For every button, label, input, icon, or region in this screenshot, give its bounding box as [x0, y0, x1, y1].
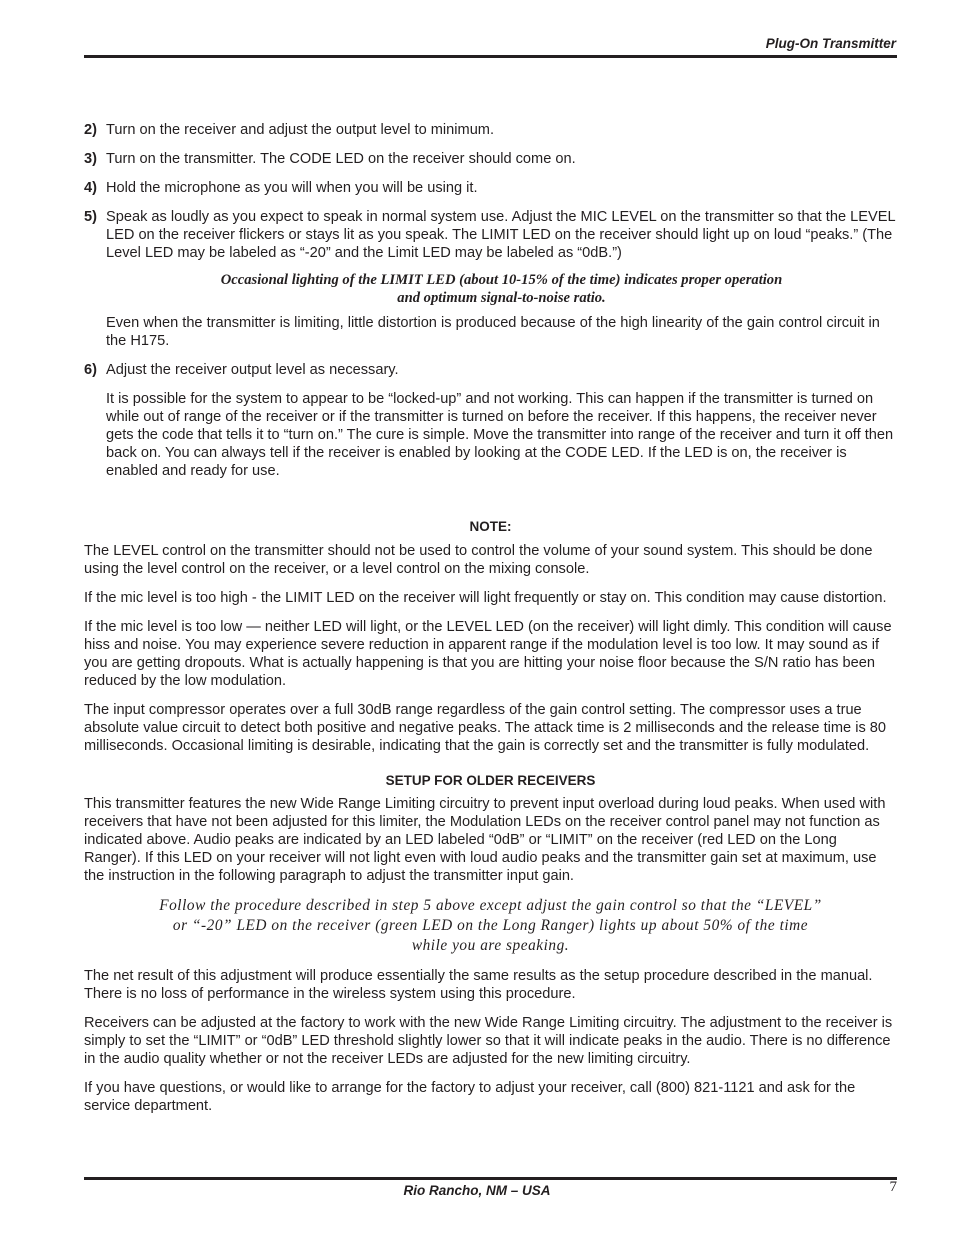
- note-paragraph: If the mic level is too low — neither LED will light, or the LEVEL LED (on the receiver) will light dimly. This condition will cause hiss and noise. You may experience severe reduction in apparent range if the modulation level is too low. It may sound as if you are getting dropouts. What is actually happening is that you are hitting your noise floor because the S/N ratio has been reduced by the low modulation.: [84, 619, 892, 689]
- setup-paragraph: The net result of this adjustment will produce essentially the same results as the setup procedure described in the manual. There is no loss of performance in the wireless system using this procedure.: [84, 968, 873, 1002]
- emphasis-line-1: Occasional lighting of the LIMIT LED (about 10-15% of the time) indicates proper operation: [220, 272, 783, 288]
- step-text: Turn on the transmitter. The CODE LED on the receiver should come on.: [106, 151, 576, 167]
- step-2: [84, 121, 897, 139]
- step-number: 5): [84, 209, 97, 225]
- header-title: Plug-On Transmitter: [765, 36, 896, 51]
- emphasis-line-2: and optimum signal-to-noise ratio.: [397, 290, 606, 306]
- note-paragraph: The input compressor operates over a full 30dB range regardless of the gain control setting. The compressor uses a true absolute value circuit to detect both positive and negative peaks. The attack time is 2 milliseconds and the release time is 80 milliseconds. Occasional limiting is desirable, indicating that the gain is correctly set and the transmitter is fully modulated.: [84, 702, 887, 754]
- note-heading: NOTE:: [469, 519, 512, 534]
- step-4: [84, 179, 897, 197]
- setup-paragraph: Receivers can be adjusted at the factory to work with the new Wide Range Limiting circuitry. The adjustment to the receiver is simply to set the “LIMIT” or “0dB” LED threshold slightly lower so that it will indicate peaks in the audio. There is no difference in the audio quality whether or not the receiver LEDs are adjusted for the new limiting circuitry.: [84, 1015, 893, 1067]
- step-text: Speak as loudly as you expect to speak in normal system use. Adjust the MIC LEVEL on the transmitter so that the LEVEL LED on the receiver flickers or stays lit as you speak. The LIMIT LED on the receiver should light up on loud “peaks.” (The Level LED may be labeled as “-20” and the Limit LED may be labeled as “0dB.”): [106, 209, 896, 261]
- step-6-followup: It is possible for the system to appear to be “locked-up” and not working. This can happen if the transmitter is turned on while out of range of the receiver or if the transmitter is turned on before the receiver. If this happens, the receiver never gets the code that tells it to “turn on.” The cure is simple. Move the transmitter into range of the receiver and turn it off then back on. You can always tell if the receiver is enabled by looking at the CODE LED. If the LED is on, the receiver is enabled and ready for use.: [106, 391, 894, 479]
- step-number: 4): [84, 180, 97, 196]
- step-number: 2): [84, 122, 97, 138]
- note-paragraph: The LEVEL control on the transmitter should not be used to control the volume of your sound system. This should be done using the level control on the receiver, or a level control on the mixing console.: [84, 543, 873, 577]
- footer-rule: [84, 1177, 897, 1180]
- note-paragraph: If the mic level is too high - the LIMIT LED on the receiver will light frequently or stay on. This condition may cause distortion.: [84, 590, 887, 606]
- step-text: Adjust the receiver output level as necessary.: [106, 362, 399, 378]
- step-number: 6): [84, 362, 97, 378]
- step-text: Turn on the receiver and adjust the output level to minimum.: [106, 122, 495, 138]
- step-text: Hold the microphone as you will when you will be using it.: [106, 180, 478, 196]
- emphasis-note: [84, 271, 897, 307]
- page-number: 7: [889, 1179, 897, 1195]
- setup-heading: SETUP FOR OLDER RECEIVERS: [385, 773, 596, 788]
- step-number: 3): [84, 151, 97, 167]
- step-5-followup: Even when the transmitter is limiting, little distortion is produced because of the high linearity of the gain control circuit in the H175.: [106, 315, 880, 349]
- setup-quote: Follow the procedure described in step 5 above except adjust the gain control so that the “LEVEL” or “-20” LED on the receiver (green LED on the Long Ranger) lights up about 50% of the time while you are speaking.: [159, 897, 822, 954]
- page-content: [84, 121, 897, 1115]
- step-6: [84, 361, 897, 379]
- step-3: [84, 150, 897, 168]
- setup-paragraph: If you have questions, or would like to arrange for the factory to adjust your receiver, call (800) 821-1121 and ask for the service department.: [84, 1080, 856, 1114]
- footer-location: Rio Rancho, NM – USA: [403, 1183, 551, 1198]
- setup-intro: This transmitter features the new Wide Range Limiting circuitry to prevent input overload during loud peaks. When used with receivers that have not been adjusted for this limiter, the Modulation LEDs on the receiver control panel may not function as indicated above. Audio peaks are indicated by an LED labeled “0dB” or “LIMIT” on the receiver (red LED on the Long Ranger). If this LED on your receiver will not light even with loud audio peaks and the transmitter gain set at maximum, use the instruction in the following paragraph to adjust the transmitter input gain.: [84, 796, 886, 884]
- header-rule: [84, 55, 897, 58]
- step-5: [84, 208, 897, 262]
